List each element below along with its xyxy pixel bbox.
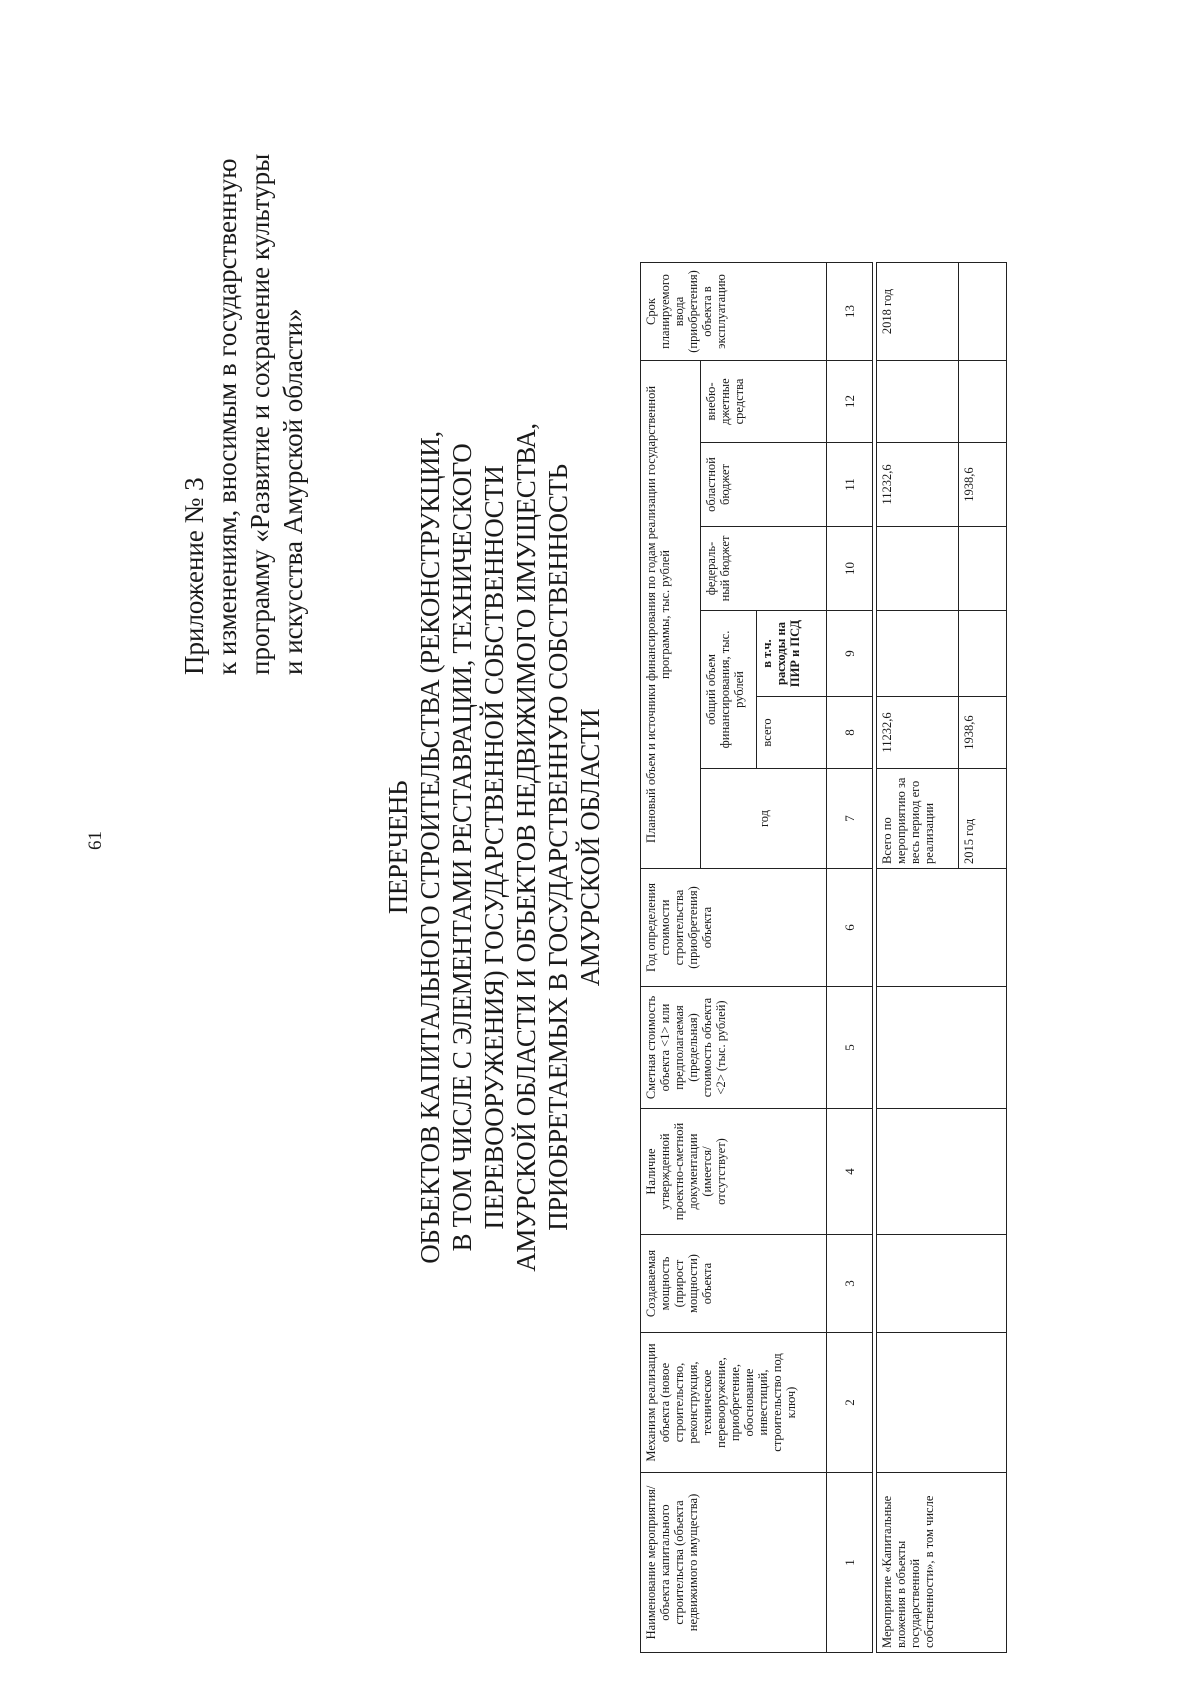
cell-federal [959, 527, 1007, 611]
column-number: 11 [827, 443, 873, 527]
column-number: 3 [827, 1235, 873, 1333]
header-c7: год [701, 769, 827, 869]
page-number: 61 [85, 831, 106, 850]
header-c11: областной бюджет [701, 443, 827, 527]
column-number: 1 [827, 1473, 873, 1653]
header-c10: федераль-ный бюджет [701, 527, 827, 611]
column-number: 12 [827, 361, 873, 443]
header-c2: Механизм реализации объекта (новое строительство, реконструкция, техническое перевооружение, приобретение, обоснование инвестиций, строительство под ключ) [641, 1333, 827, 1473]
cell-year: 2015 год [959, 769, 1007, 869]
cell-term [959, 263, 1007, 361]
document-title [382, 0, 606, 1695]
cell-term: 2018 год [877, 263, 959, 361]
header-c8: всего [757, 697, 827, 769]
header-plan: Плановый объем и источники финансирования по годам реализации государственной программы, тыс. рублей [641, 361, 701, 869]
cell-total: 11232,6 [877, 697, 959, 769]
title-line: АМУРСКОЙ ОБЛАСТИ [575, 708, 605, 987]
column-number: 8 [827, 697, 873, 769]
header-total-group: общий объем финансирования, тыс. рублей [701, 611, 757, 769]
header-c6: Год определения стоимости строительства (приобретения) объекта [641, 869, 827, 987]
cell-year: Всего по мероприятию за весь период его реализации [877, 769, 959, 869]
appendix-line: и искусства Амурской области» [278, 308, 308, 675]
cell-estimated-cost [877, 987, 1007, 1109]
title-line: В ТОМ ЧИСЛЕ С ЭЛЕМЕНТАМИ РЕСТАВРАЦИИ, ТЕХНИЧЕСКОГО [447, 443, 477, 1252]
cell-capacity [877, 1235, 1007, 1333]
title-line: ПЕРЕВООРУЖЕНИЯ) ГОСУДАРСТВЕННОЙ СОБСТВЕННОСТИ [479, 465, 509, 1230]
column-number: 10 [827, 527, 873, 611]
cell-pir [877, 611, 959, 697]
objects-table [640, 262, 1007, 1653]
header-c13: Срок планируемого ввода (приобретения) объекта в эксплуатацию [641, 263, 827, 361]
cell-extra [877, 361, 959, 443]
header-c1: Наименование мероприятия/объекта капитального строительства (объекта недвижимого имущества) [641, 1473, 827, 1653]
objects-table-wrap [640, 262, 1007, 1653]
title-line: ОБЪЕКТОВ КАПИТАЛЬНОГО СТРОИТЕЛЬСТВА (РЕКОНСТРУКЦИИ, [415, 431, 445, 1264]
column-number: 9 [827, 611, 873, 697]
column-number: 5 [827, 987, 873, 1109]
header-c4: Наличие утвержденной проектно-сметной документации (имеется/ отсутствует) [641, 1109, 827, 1235]
cell-extra [959, 361, 1007, 443]
cell-name: Мероприятие «Капитальные вложения в объекты государственной собственности», в том числе [877, 1473, 1007, 1653]
header-c9: в т.ч. расходы на ПИР и ПСД [757, 611, 827, 697]
appendix-line: Приложение № 3 [179, 477, 209, 675]
title-line: ПРИОБРЕТАЕМЫХ В ГОСУДАРСТВЕННУЮ СОБСТВЕННОСТЬ [543, 464, 573, 1231]
appendix-note [178, 15, 310, 675]
cell-cost-year [877, 869, 1007, 987]
column-number: 2 [827, 1333, 873, 1473]
column-number: 7 [827, 769, 873, 869]
cell-mechanism [877, 1333, 1007, 1473]
header-c5: Сметная стоимость объекта <1> или предполагаемая (предельная) стоимость объекта <2> (тыс. рублей) [641, 987, 827, 1109]
cell-pir [959, 611, 1007, 697]
column-number: 6 [827, 869, 873, 987]
appendix-line: программу «Развитие и сохранение культуры [245, 153, 275, 675]
cell-documentation [877, 1109, 1007, 1235]
column-number: 4 [827, 1109, 873, 1235]
header-c12: внебю-джетные средства [701, 361, 827, 443]
cell-regional: 11232,6 [877, 443, 959, 527]
cell-regional: 1938,6 [959, 443, 1007, 527]
title-heading: ПЕРЕЧЕНЬ [383, 780, 413, 915]
header-c3: Создаваемая мощность (прирост мощности) объекта [641, 1235, 827, 1333]
cell-federal [877, 527, 959, 611]
table-row [877, 263, 959, 1653]
cell-total: 1938,6 [959, 697, 1007, 769]
column-number: 13 [827, 263, 873, 361]
appendix-line: к изменениям, вносимым в государственную [212, 158, 242, 675]
title-line: АМУРСКОЙ ОБЛАСТИ И ОБЪЕКТОВ НЕДВИЖИМОГО ИМУЩЕСТВА, [511, 423, 541, 1272]
